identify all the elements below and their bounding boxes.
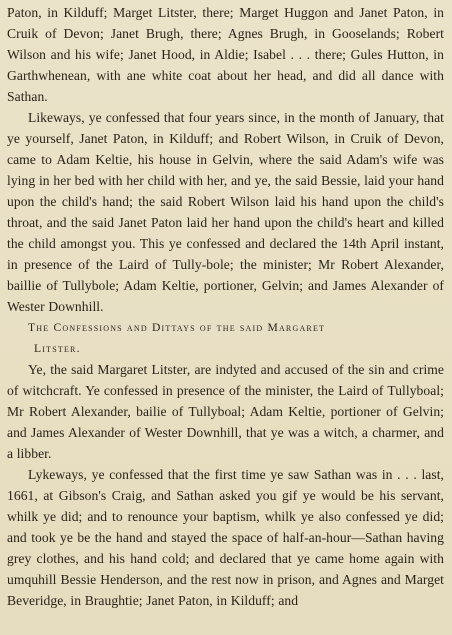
section-heading-line1: The Confessions and Dittays of the said Margaret bbox=[28, 321, 326, 334]
paragraph-sathan-meeting: Lykeways, ye confessed that the first time ye saw Sathan was in . . . last, 1661, at Gibson's Craig, and Sathan asked you gif ye would be his servant, whilk ye did; and to renounce your baptism, whilk ye also confessed ye did; and took ye be the hand and stayed the space of half-an-hour—Sathan having grey clothes, and his hand cold; and declared that ye came home again with umquhill Bessie Henderson, and the rest now in prison, and Agnes and Marget Beveridge, in Braughtie; Janet Paton, in Kilduff; and bbox=[7, 467, 444, 608]
section-heading-line2: Litster. bbox=[34, 342, 81, 355]
paragraph-dancers-list: Paton, in Kilduff; Marget Litster, there; Marget Huggon and Janet Paton, in Cruik of Devon; Janet Brugh, there; Agnes Brugh, in Gooselands; Robert Wilson and his wife; Janet Hood, in Aldie; Isabel . . . there; Gules Hutton, in Garthwhenean, with ane white coat about her head, and did all dance with Sathan. bbox=[7, 5, 444, 104]
section-heading bbox=[7, 317, 444, 359]
paragraph-child-killing-confession: Likeways, ye confessed that four years since, in the month of January, that ye yourself, Janet Paton, in Kilduff; and Robert Wilson, in Cruik of Devon, came to Adam Keltie, his house in Gelvin, where the said Adam's wife was lying in her bed with her child with her, and ye, the said Bessie, laid your hand upon the child's hand; the said Robert Wilson laid his hand upon the child's throat, and the said Janet Paton laid her hand upon the child's heart and killed the child amongst you. This ye confessed and declared the 14th April instant, in presence of the Laird of Tully-bole; the minister; Mr Robert Alexander, baillie of Tullybole; Adam Keltie, portioner, Gelvin; and James Alexander of Wester Downhill. bbox=[7, 110, 444, 314]
paragraph-indictment: Ye, the said Margaret Litster, are indyted and accused of the sin and crime of witchcraft. Ye confessed in presence of the minister, the Laird of Tullyboal; Mr Robert Alexander, bailie of Tullyboal; Adam Keltie, portioner of Gelvin; and James Alexander of Wester Downhill, that ye was a witch, a charmer, and a libber. bbox=[7, 362, 444, 461]
